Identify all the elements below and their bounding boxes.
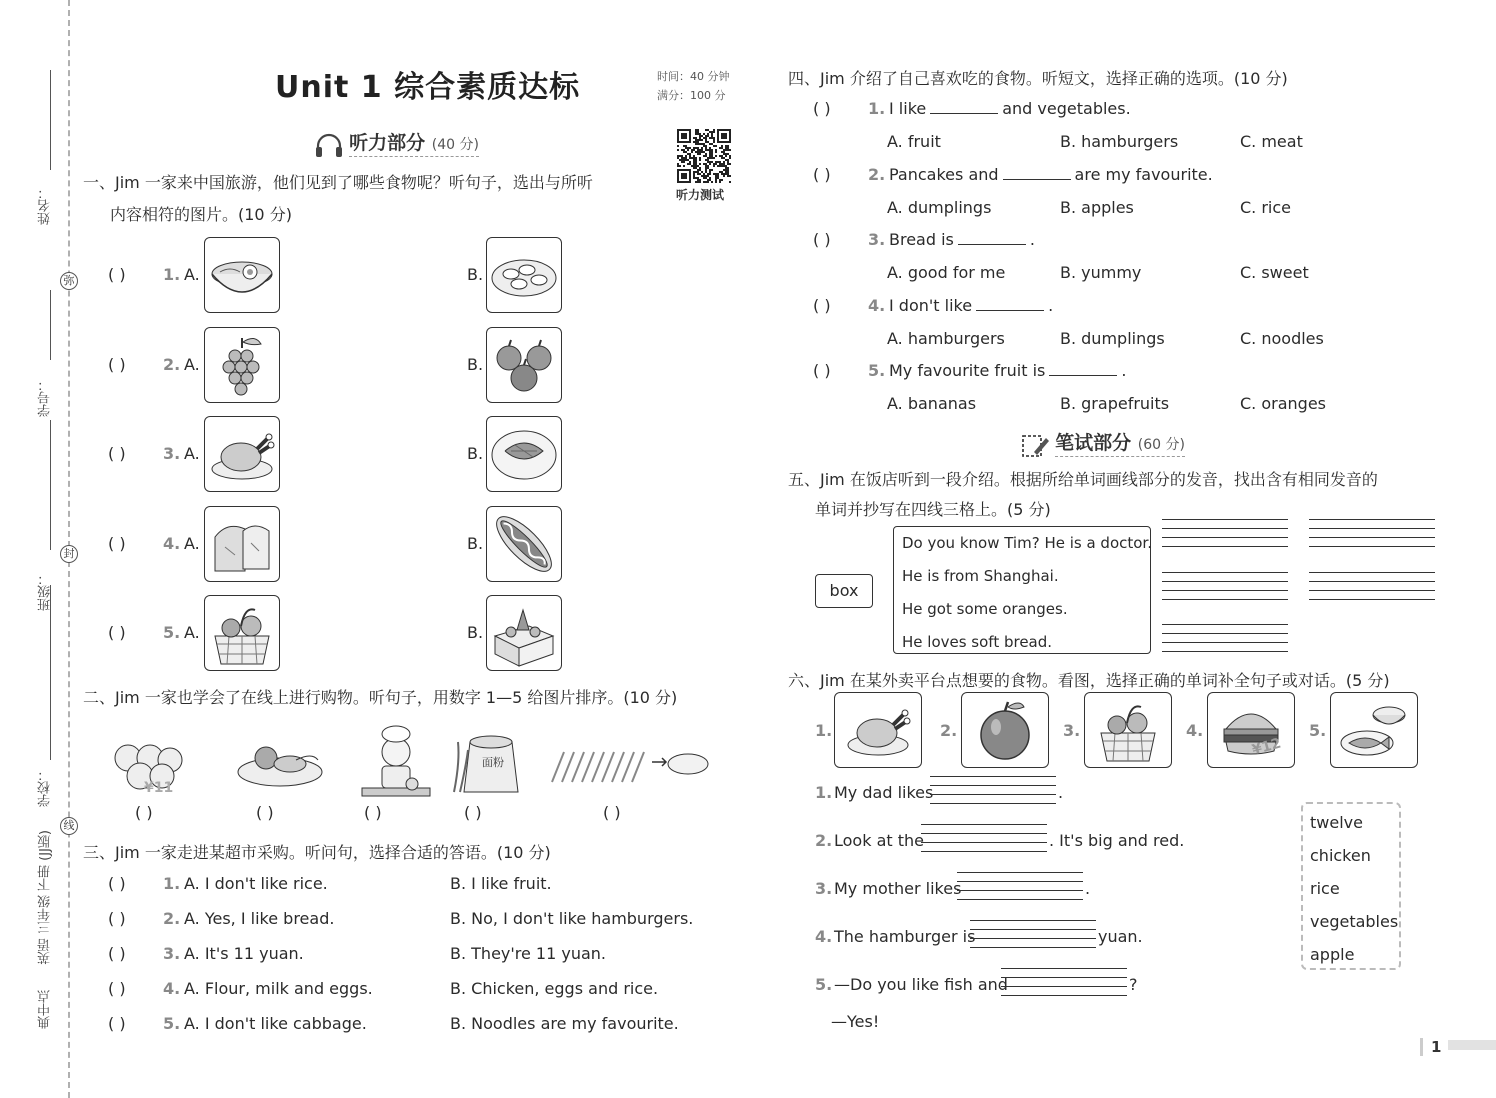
price-tag: ¥11 <box>144 780 174 796</box>
option-a[interactable]: A. Flour, milk and eggs. <box>184 979 373 998</box>
grid-line <box>1162 537 1288 538</box>
picture-number: 1. <box>815 721 833 740</box>
grid-line <box>1309 599 1435 600</box>
option-b-picture[interactable] <box>486 237 562 313</box>
answer-blank[interactable] <box>930 99 998 114</box>
grid-line <box>970 947 1096 948</box>
question-number: 1. <box>163 265 181 284</box>
answer-blank[interactable] <box>1003 165 1071 180</box>
question-number: 2. <box>868 164 886 184</box>
hot-dog-icon <box>487 507 561 581</box>
answer-blank[interactable] <box>976 296 1044 311</box>
answer-paren[interactable]: ( ) <box>813 99 831 118</box>
question-sentence <box>889 230 1035 249</box>
margin-label: 学校： <box>38 768 53 807</box>
option-c[interactable]: C. rice <box>1240 197 1292 217</box>
hamburger-icon <box>1208 693 1294 767</box>
sentence-line: He loves soft bread. <box>902 633 1053 651</box>
grid-line <box>1309 519 1435 520</box>
option-a[interactable]: A. dumplings <box>887 197 992 217</box>
grid-line <box>921 824 1047 825</box>
sentence-box <box>893 526 1151 654</box>
option-a-label: A. <box>184 533 200 553</box>
writing-title: 笔试部分 <box>1055 432 1132 454</box>
question-number: 3. <box>163 944 181 963</box>
fruit-box-icon <box>487 596 561 670</box>
dumplings-plate-icon <box>487 238 561 312</box>
sentence-start: Pancakes and <box>889 164 999 184</box>
listening-section-header <box>314 128 479 158</box>
option-a-picture[interactable] <box>204 327 280 403</box>
answer-paren[interactable]: ( ) <box>108 444 126 463</box>
option-a[interactable]: A. Yes, I like bread. <box>184 909 335 928</box>
bread-icon <box>205 507 279 581</box>
option-a-label: A. <box>184 444 200 463</box>
grid-line <box>1162 590 1288 591</box>
option-b-label: B. <box>467 444 484 463</box>
word-bank-item[interactable]: apple <box>1310 945 1355 964</box>
qr-code-icon[interactable] <box>677 129 731 183</box>
question-number: 4. <box>163 533 181 553</box>
grid-line <box>1162 633 1288 634</box>
grid-line <box>930 803 1056 804</box>
option-a[interactable]: A. good for me <box>887 263 1006 282</box>
grid-line <box>1001 968 1127 969</box>
food-picture[interactable] <box>1207 692 1295 768</box>
answer-paren[interactable]: ( ) <box>108 979 126 998</box>
option-b[interactable]: B. apples <box>1060 197 1134 217</box>
option-b[interactable]: B. yummy <box>1060 263 1142 282</box>
margin-seal-mark: 弥 <box>60 272 78 290</box>
margin-write-line <box>50 70 51 170</box>
sequence-picture[interactable] <box>450 722 530 798</box>
page-number: 1 <box>1420 1038 1441 1056</box>
listening-points: (40 分) <box>431 137 479 153</box>
sentence-end: . <box>1029 230 1035 249</box>
option-b[interactable]: B. No, I don't like hamburgers. <box>450 909 694 928</box>
vegetable-basket-icon <box>1085 693 1171 767</box>
sentence-start: I don't like <box>889 295 973 315</box>
question-number: 1. <box>163 874 181 893</box>
sequence-picture[interactable] <box>236 722 326 798</box>
picture-number: 5. <box>1309 721 1327 740</box>
answer-blank[interactable] <box>1049 361 1117 376</box>
sentence-number: 1. <box>815 783 833 802</box>
four-line-grid[interactable] <box>1309 572 1435 602</box>
rice-and-fish-icon <box>1331 693 1417 767</box>
writing-section-header <box>1020 428 1185 458</box>
grid-line <box>1162 546 1288 547</box>
option-a-label: A. <box>184 623 200 642</box>
word-bank-item[interactable]: vegetables <box>1310 912 1399 931</box>
grid-line <box>930 794 1056 795</box>
food-picture[interactable] <box>961 692 1049 768</box>
margin-label: 班级： <box>38 572 53 611</box>
answer-blank[interactable] <box>958 230 1026 245</box>
grid-line <box>957 899 1083 900</box>
grid-line <box>1309 528 1435 529</box>
option-b[interactable]: B. hamburgers <box>1060 132 1179 151</box>
answer-paren[interactable]: ( ) <box>135 803 153 822</box>
margin-label: 英语 三年级 下册 (JJ版) <box>38 830 53 965</box>
sentence-end: and vegetables. <box>1002 99 1131 118</box>
option-c[interactable]: C. sweet <box>1240 263 1309 282</box>
grid-line <box>1309 581 1435 582</box>
apple-icon <box>962 693 1048 767</box>
grid-line <box>930 785 1056 786</box>
option-b[interactable]: B. They're 11 yuan. <box>450 944 607 963</box>
sentence-start: My mother likes <box>834 879 962 898</box>
grid-line <box>970 938 1096 939</box>
question-number: 5. <box>868 361 886 380</box>
question-number: 5. <box>163 623 181 642</box>
part3-instruction: 三、Jim 一家走进某超市采购。听问句，选择合适的答语。(10 分) <box>83 843 551 862</box>
question-number: 3. <box>163 444 181 463</box>
part5-instruction-line2: 单词并抄写在四线三格上。(5 分) <box>815 500 1051 519</box>
sentence-start: The hamburger is <box>834 927 976 946</box>
option-b[interactable]: B. Noodles are my favourite. <box>450 1014 679 1033</box>
option-a-label: A. <box>184 265 200 284</box>
four-line-grid[interactable] <box>1309 519 1435 549</box>
price-tag: ¥12 <box>1250 735 1283 759</box>
flour-label: 面粉 <box>482 756 504 769</box>
grid-line <box>970 920 1096 921</box>
grid-line <box>1001 986 1127 987</box>
page-number-bar <box>1448 1040 1496 1050</box>
time-limit: 时间：40 分钟 <box>657 70 730 83</box>
option-a-picture[interactable] <box>204 416 280 492</box>
sentence-line: He got some oranges. <box>902 600 1068 618</box>
question-sentence <box>889 99 1131 118</box>
four-line-grid[interactable] <box>1162 572 1288 602</box>
answer-paren[interactable]: ( ) <box>256 803 274 822</box>
grid-line <box>1309 546 1435 547</box>
margin-write-line <box>50 290 51 360</box>
grid-line <box>1309 537 1435 538</box>
four-line-grid[interactable] <box>957 872 1083 902</box>
answer-paren[interactable]: ( ) <box>603 803 621 822</box>
option-b-picture[interactable] <box>486 327 562 403</box>
grid-line <box>921 851 1047 852</box>
grid-line <box>921 842 1047 843</box>
answer-paren[interactable]: ( ) <box>108 623 126 642</box>
answer-paren[interactable]: ( ) <box>108 1014 126 1033</box>
sentence-end: . It's big and red. <box>1049 831 1185 850</box>
grid-line <box>1162 624 1288 625</box>
option-c[interactable]: C. meat <box>1240 132 1303 151</box>
answer-paren[interactable]: ( ) <box>813 361 831 380</box>
option-a[interactable]: A. I don't like cabbage. <box>184 1014 367 1033</box>
part5-instruction-line1: 五、Jim 在饭店听到一段介绍。根据所给单词画线部分的发音，找出含有相同发音的 <box>788 470 1378 489</box>
four-line-grid[interactable] <box>1162 519 1288 549</box>
sequence-picture[interactable] <box>106 722 196 798</box>
sentence-start: Bread is <box>889 230 954 249</box>
option-b[interactable]: B. grapefruits <box>1060 394 1170 413</box>
question-number: 1. <box>868 99 886 118</box>
word-bank-item[interactable]: rice <box>1310 879 1340 898</box>
option-a-picture[interactable] <box>204 506 280 582</box>
sentence-start: My dad likes <box>834 783 934 802</box>
sentence-start: I like <box>889 99 927 118</box>
option-a-picture[interactable] <box>204 595 280 671</box>
option-b-picture[interactable] <box>486 506 562 582</box>
question-number: 4. <box>868 295 886 315</box>
four-line-grid[interactable] <box>930 776 1056 806</box>
question-sentence <box>889 165 1213 184</box>
option-b[interactable]: B. Chicken, eggs and rice. <box>450 979 659 998</box>
food-picture[interactable] <box>834 692 922 768</box>
option-b-label: B. <box>467 354 484 374</box>
roast-chicken-icon <box>835 693 921 767</box>
word-bank <box>1301 802 1401 970</box>
sentence-number: 2. <box>815 831 833 850</box>
given-word-box <box>815 574 873 608</box>
option-a-label: A. <box>184 354 200 374</box>
option-a[interactable]: A. It's 11 yuan. <box>184 944 304 963</box>
margin-label: 学号： <box>38 378 53 417</box>
margin-label: 姓名： <box>38 186 53 225</box>
option-a[interactable]: A. bananas <box>887 394 977 413</box>
sentence-end: . <box>1121 361 1127 380</box>
margin-write-line <box>50 585 51 760</box>
vegetable-bowl-icon <box>236 722 326 798</box>
part6-reply: —Yes! <box>831 1012 880 1031</box>
grid-line <box>921 833 1047 834</box>
part2-instruction: 二、Jim 一家也学会了在线上进行购物。听句子，用数字 1—5 给图片排序。(10 分) <box>83 688 678 707</box>
word-bank-item[interactable]: chicken <box>1310 846 1371 865</box>
answer-paren[interactable]: ( ) <box>813 164 831 184</box>
option-b-picture[interactable] <box>486 595 562 671</box>
sentence-end: are my favourite. <box>1074 164 1213 184</box>
sentence-number: 4. <box>815 927 833 946</box>
grapes-icon <box>205 328 279 402</box>
sequence-picture[interactable] <box>352 722 440 798</box>
question-number: 4. <box>163 979 181 998</box>
grid-line <box>1162 642 1288 643</box>
option-c[interactable]: C. oranges <box>1240 394 1326 413</box>
roast-chicken-icon <box>205 417 279 491</box>
option-c[interactable]: C. noodles <box>1240 328 1324 348</box>
answer-paren[interactable]: ( ) <box>108 909 126 928</box>
given-word: box <box>829 581 859 600</box>
part1-instruction-line2: 内容相符的图片。(10 分) <box>110 205 292 224</box>
sentence-start: —Do you like fish and <box>834 975 1008 994</box>
answer-paren[interactable]: ( ) <box>464 803 482 822</box>
grid-line <box>1162 651 1288 652</box>
four-line-grid[interactable] <box>1162 624 1288 654</box>
option-b-picture[interactable] <box>486 416 562 492</box>
answer-paren[interactable]: ( ) <box>364 803 382 822</box>
sentence-number: 5. <box>815 975 833 994</box>
answer-paren[interactable]: ( ) <box>108 265 126 284</box>
qr-caption: 听力测试 <box>676 188 725 202</box>
grid-line <box>1309 590 1435 591</box>
four-line-grid[interactable] <box>1001 968 1127 998</box>
full-score: 满分：100 分 <box>657 89 726 102</box>
picture-number: 4. <box>1186 721 1204 740</box>
listening-title: 听力部分 <box>349 132 426 154</box>
option-b[interactable]: B. dumplings <box>1060 328 1165 348</box>
chef-icon <box>352 722 440 798</box>
part6-instruction: 六、Jim 在某外卖平台点想要的食物。看图，选择正确的单词补全句子或对话。(5 分) <box>788 671 1390 690</box>
four-line-grid[interactable] <box>921 824 1047 854</box>
question-sentence <box>889 296 1053 315</box>
question-sentence <box>889 361 1126 380</box>
question-number: 2. <box>163 354 181 374</box>
grid-line <box>957 881 1083 882</box>
answer-paren[interactable]: ( ) <box>108 354 126 374</box>
grid-line <box>1162 519 1288 520</box>
sentence-start: My favourite fruit is <box>889 361 1046 380</box>
margin-write-line <box>50 420 51 550</box>
answer-paren[interactable]: ( ) <box>108 874 126 893</box>
sequence-picture[interactable] <box>548 722 710 798</box>
sentence-line: Do you know Tim? He is a doctor. <box>902 534 1152 552</box>
grid-line <box>1162 599 1288 600</box>
option-b-label: B. <box>467 623 484 642</box>
option-b-label: B. <box>467 533 484 553</box>
sentence-end: . <box>1048 295 1054 315</box>
answer-paren[interactable]: ( ) <box>813 230 831 249</box>
grid-line <box>1001 977 1127 978</box>
grid-line <box>1309 572 1435 573</box>
question-number: 3. <box>868 230 886 249</box>
sentence-number: 3. <box>815 879 833 898</box>
headphones-icon <box>314 132 344 158</box>
picture-number: 3. <box>1063 721 1081 740</box>
noodles-bowl-icon <box>205 238 279 312</box>
pencil-note-icon <box>1020 432 1050 458</box>
answer-paren[interactable]: ( ) <box>108 533 126 553</box>
answer-paren[interactable]: ( ) <box>108 944 126 963</box>
apples-icon <box>487 328 561 402</box>
sentence-line: He is from Shanghai. <box>902 567 1059 585</box>
grid-line <box>930 776 1056 777</box>
word-bank-item[interactable]: twelve <box>1310 813 1363 832</box>
food-picture[interactable] <box>1084 692 1172 768</box>
sentence-end: yuan. <box>1098 927 1143 946</box>
food-picture[interactable] <box>1330 692 1418 768</box>
sentence-end: . <box>1085 879 1091 898</box>
sentence-start: Look at the <box>834 831 924 850</box>
option-b[interactable]: B. I like fruit. <box>450 874 552 893</box>
meat-plate-icon <box>487 417 561 491</box>
margin-label: 典中点 <box>38 990 53 1029</box>
grid-line <box>1162 572 1288 573</box>
option-a-picture[interactable] <box>204 237 280 313</box>
question-number: 2. <box>163 909 181 928</box>
grid-line <box>1162 581 1288 582</box>
sentence-end: ? <box>1129 975 1138 994</box>
margin-seal-mark: 线 <box>60 817 78 835</box>
margin-seal-mark: 封 <box>60 545 78 563</box>
option-b-label: B. <box>467 265 484 284</box>
question-number: 5. <box>163 1014 181 1033</box>
option-a[interactable]: A. fruit <box>887 132 941 151</box>
grid-line <box>970 929 1096 930</box>
option-a[interactable]: A. I don't like rice. <box>184 874 328 893</box>
option-a[interactable]: A. hamburgers <box>887 328 1005 348</box>
grid-line <box>957 872 1083 873</box>
wheat-to-bread-icon <box>548 722 710 798</box>
sentence-end: . <box>1058 783 1064 802</box>
grid-line <box>1162 528 1288 529</box>
four-line-grid[interactable] <box>970 920 1096 950</box>
answer-paren[interactable]: ( ) <box>813 295 831 315</box>
vegetable-basket-icon <box>205 596 279 670</box>
picture-number: 2. <box>940 721 958 740</box>
grid-line <box>1001 995 1127 996</box>
writing-points: (60 分) <box>1137 437 1185 453</box>
part4-instruction: 四、Jim 介绍了自己喜欢吃的食物。听短文，选择正确的选项。(10 分) <box>788 69 1288 88</box>
part1-instruction-line1: 一、Jim 一家来中国旅游，他们见到了哪些食物呢？听句子，选出与所听 <box>83 173 593 192</box>
grid-line <box>957 890 1083 891</box>
page-title: Unit 1 综合素质达标 <box>275 70 581 105</box>
